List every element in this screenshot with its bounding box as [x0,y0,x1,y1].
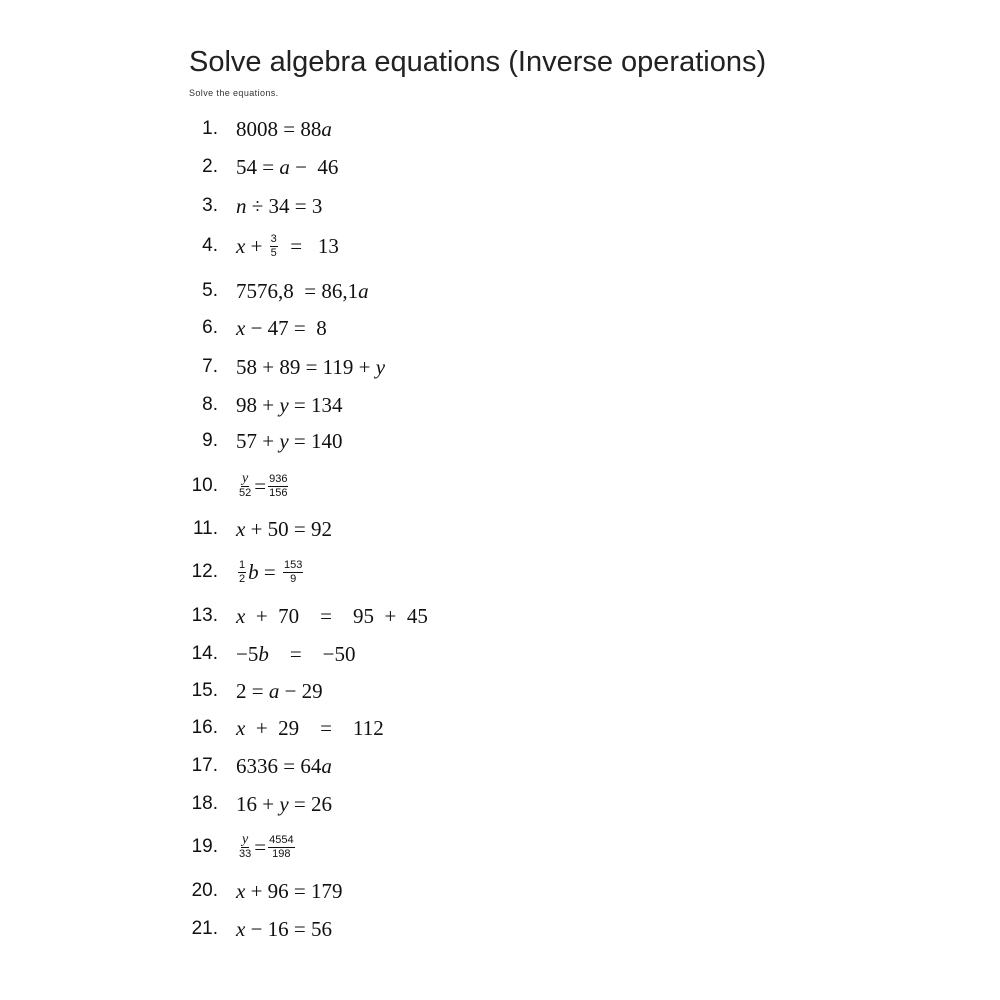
problem-number: 12. [191,561,218,582]
problem-number: 16. [191,717,218,738]
variable: x [236,916,246,941]
problem-number: 6. [202,317,218,338]
problem-item [0,469,1000,503]
problem-item [0,229,1000,263]
problem-number: 10. [191,475,218,496]
problem-number: 4. [202,235,218,256]
variable: x [236,715,246,740]
problem-number: 1. [202,118,218,139]
problem-item [0,637,1000,671]
variable: x [236,878,246,903]
variable: n [236,193,247,218]
equation: 98 + y = 134 [236,392,343,417]
equation: x + 96 = 179 [236,878,343,903]
variable: y [375,354,386,379]
variable: a [268,678,280,703]
problem-number: 9. [202,430,218,451]
variable: y [279,428,289,453]
problem-item [0,830,1000,864]
equation: x + 70 = 95 + 45 [236,603,428,628]
equation: 6336 = 64 a [236,753,332,778]
equation: $\frac{1}{2}$ b = $\frac{153}{9}$ [239,558,303,585]
equation: 54 = a − 46 [236,154,339,179]
problem-item [0,874,1000,908]
equation: 57 + y = 140 [236,428,343,453]
problem-item [0,512,1000,546]
variable: x [236,315,246,340]
problem-item [0,388,1000,422]
variable: x [236,603,246,628]
page-title: Solve algebra equations (Inverse operations) [189,46,767,78]
variable: a [279,154,290,179]
equation: x − 16 = 56 [236,916,333,941]
problem-item [0,711,1000,745]
problem-number: 11. [192,518,218,539]
variable: a [358,278,369,303]
instruction-text: Solve the equations. [189,88,279,98]
problem-item [0,555,1000,589]
problem-number: 3. [202,195,218,216]
problem-item [0,274,1000,308]
equation: $\frac{y}{52}$ = $\frac{936}{156}$ [239,471,288,499]
problem-number: 2. [202,156,218,177]
equation: x + $\frac{3}{5}$ = 13 [236,232,339,259]
equation: 2 = a − 29 [236,678,323,703]
fraction: $\frac{936}{156}$ [269,472,288,499]
equation: 58 + 89 = 119 + y [236,354,386,379]
variable: x [236,516,246,541]
variable: b [258,641,269,666]
problem-item [0,350,1000,384]
variable: y [279,392,289,417]
variable: y [279,791,289,816]
fraction: $\frac{4554}{198}$ [269,833,294,860]
problem-number: 14. [191,643,218,664]
equation: −5 b = −50 [236,641,356,666]
fraction: $\frac{y}{52}$ [239,471,252,499]
problem-number: 18. [191,793,218,814]
problem-number: 5. [202,280,218,301]
equation: 7576,8 = 86,1 a [236,278,369,303]
problem-item [0,189,1000,223]
variable: a [321,753,332,778]
problem-number: 20. [191,880,218,901]
fraction: $\frac{153}{9}$ [283,558,303,585]
equation: x − 47 = 8 [236,315,327,340]
equation: x + 50 = 92 [236,516,333,541]
problem-item [0,674,1000,708]
problem-number: 19. [191,836,218,857]
variable: x [236,233,246,258]
problem-number: 21. [191,918,218,939]
fraction: $\frac{3}{5}$ [270,232,277,259]
problem-item [0,112,1000,146]
problem-number: 13. [191,605,218,626]
problem-item [0,424,1000,458]
equation: 8008 = 88 a [236,116,332,141]
equation: $\frac{y}{33}$ = $\frac{4554}{198}$ [239,832,294,860]
fraction: $\frac{1}{2}$ [239,558,246,585]
equation: x + 29 = 112 [236,715,384,740]
problem-item [0,787,1000,821]
problem-item [0,150,1000,184]
problem-number: 7. [202,356,218,377]
equation: n ÷ 34 = 3 [236,193,323,218]
variable: b [248,559,259,584]
problem-item [0,912,1000,946]
fraction: $\frac{y}{33}$ [239,832,252,860]
equation: 16 + y = 26 [236,791,333,816]
problem-item [0,599,1000,633]
problem-item [0,311,1000,345]
problem-item [0,749,1000,783]
variable: a [321,116,332,141]
problem-number: 8. [202,394,218,415]
problem-number: 17. [191,755,218,776]
problem-number: 15. [191,680,218,701]
